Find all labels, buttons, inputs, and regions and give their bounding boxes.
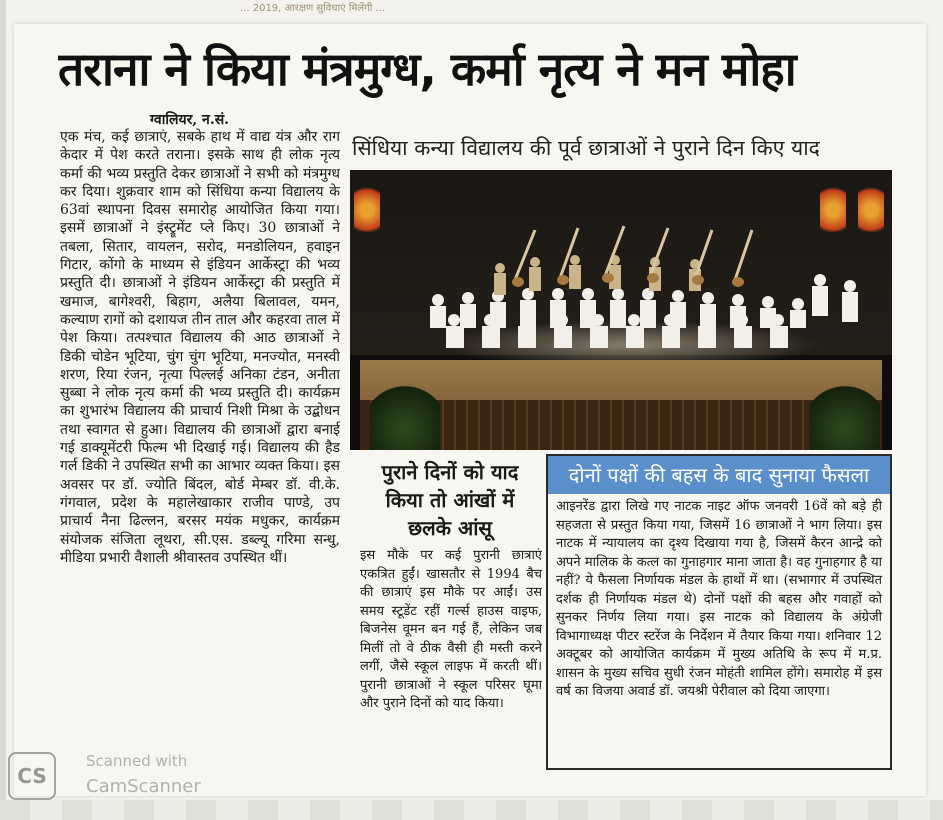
- sidebar-headline-line-3: छलके आंसू: [408, 516, 492, 540]
- scan-fold-edge: [0, 0, 6, 820]
- camscanner-logo: CS: [8, 752, 56, 800]
- play-article-headline: दोनों पक्षों की बहस के बाद सुनाया फैसला: [548, 456, 890, 494]
- headline: तराना ने किया मंत्रमुग्ध, कर्मा नृत्य ने मन मोहा: [58, 42, 796, 96]
- previous-page-strip: ... 2019, आरक्षण सुविधाएं मिलेंगी ...: [240, 3, 386, 14]
- plant-left: [370, 380, 440, 450]
- watermark-line-2: CamScanner: [86, 776, 201, 797]
- sidebar-headline-line-2: किया तो आंखों में: [385, 488, 515, 512]
- photo-subheadline: सिंधिया कन्या विद्यालय की पूर्व छात्राओं ने पुराने दिन किए याद: [352, 136, 820, 160]
- sidebar-article-text: इस मौके पर कई पुरानी छात्राएं एकत्रित हुईं। खासतौर से 1994 बैच की छात्राएं इस मौके पर आईं। उस समय स्टूडेंट रहीं गर्ल्स हाउस वाइफ, बिजनेस वूमन बन गई हैं, लेकिन जब मिलीं तो वे ठीक वैसी ही मस्ती करने लगीं, जैसे स्कूल लाइफ में करती थीं। पुरानी छात्राओं ने स्कूल परिसर घूमा और पुराने दिनों को याद किया।: [360, 548, 542, 711]
- play-article-text: आइनरेंड द्वारा लिखे गए नाटक नाइट ऑफ जनवरी 16वें को बड़े ही सहजता से प्रस्तुत किया गया, जिसमें 16 छात्राओं ने भाग लिया। इस नाटक में न्यायालय का दृश्य दिखाया गया है, जिसमें कैरन आन्द्रे को अपने मालिक के कत्ल का गुनाहगार माना जाता है। वह गुनाहगार है या नहीं? ये फैसला निर्णायक मंडल के हाथों में था। (सभागार में उपस्थित दर्शक ही निर्णायक मंडल थे) दोनों पक्षों की बहस और गवाहों को सुनकर निर्णय लिया गया। इस नाटक को विद्यालय के अंग्रेजी विभागाध्यक्ष पीटर स्टरेंज के निर्देशन में तैयार किया गया। शनिवार 12 अक्टूबर को आयोजित कार्यक्रम में मुख्य अतिथि के रूप में म.प्र. शासन के मुख्य सचिव सुधी रंजन मोहंती शामिल होंगे। समारोह में इस वर्ष का विजया अवार्ड डॉ. जयश्री पेरीवाल को दिया जाएगा।: [556, 499, 882, 699]
- watermark-line-1: Scanned with: [86, 752, 188, 770]
- torn-bottom-edge: [0, 800, 943, 820]
- dateline: ग्वालियर, न.सं.: [150, 112, 230, 128]
- sidebar-headline-line-1: पुराने दिनों को याद: [381, 460, 519, 484]
- plant-right: [810, 380, 880, 450]
- camscanner-watermark: [8, 752, 268, 802]
- orchestra-photo: [350, 170, 892, 450]
- main-article-text: एक मंच, कई छात्राएं, सबके हाथ में वाद्य यंत्र और राग केदार में पेश करते तराना। इसके साथ ही लोक नृत्य कर्मा की भव्य प्रस्तुति देकर छात्राओं ने सभी को मंत्रमुग्ध कर दिया। शुक्रवार शाम को सिंधिया कन्या विद्यालय के 63वां स्थापना दिवस समारोह आयोजित किया गया। इसमें छात्राओं ने इंस्ट्रूमेंट प्ले किए। 30 छात्राओं ने तबला, सितार, वायलन, सरोद, मनडोलियन, हवाइन गिटार, कोंगो के माध्यम से इंडियन आर्केस्ट्रा की भव्य प्रस्तुति दी। छात्राओं ने इंडियन आर्केस्ट्रा की प्रस्तुति में खमाज, बागेश्वरी, बिहाग, अलैया बिलावल, यमन, कल्याण रागों को दशायज तीन ताल और कहरवा ताल में पेश किया। तत्पश्चात विद्यालय की आठ छात्राओं ने डिकी चोडेन भूटिया, चुंग चुंग भूटिया, मनज्योत, मनस्वी शरण, रिया रंजन, नृत्या पिल्लई अनिका टंडन, अनीता सुब्बा ने लोक नृत्य कर्मा की भव्य प्रस्तुति दी। कार्यक्रम का शुभारंभ विद्यालय की प्राचार्य निशी मिश्रा के उद्बोधन तथा स्वागत से हुआ। विद्यालय की छात्राओं द्वारा बनाई गई डाक्यूमेंटरी फिल्म भी दिखाई गई। विद्यालय की हैड गर्ल डिकी ने उपस्थित सभी का आभार व्यक्त किया। इस अवसर पर डॉ. ज्योति बिंदल, बोर्ड मेम्बर डॉ. वी.के. गंगवाल, प्रदेश के महालेखाकार राजीव पाण्डे, उप प्राचार्य नैना ढिल्लन, बरसर मयंक मधुकर, कार्यक्रम संयोजक संजिता लूथरा, सी.एस. डब्ल्यू गरिमा सन्धु, मीडिया प्रभारी वैशाली श्रीवास्तव उपस्थित थीं।: [60, 129, 340, 566]
- play-article-box: [546, 454, 892, 770]
- sidebar-headline: [360, 458, 540, 554]
